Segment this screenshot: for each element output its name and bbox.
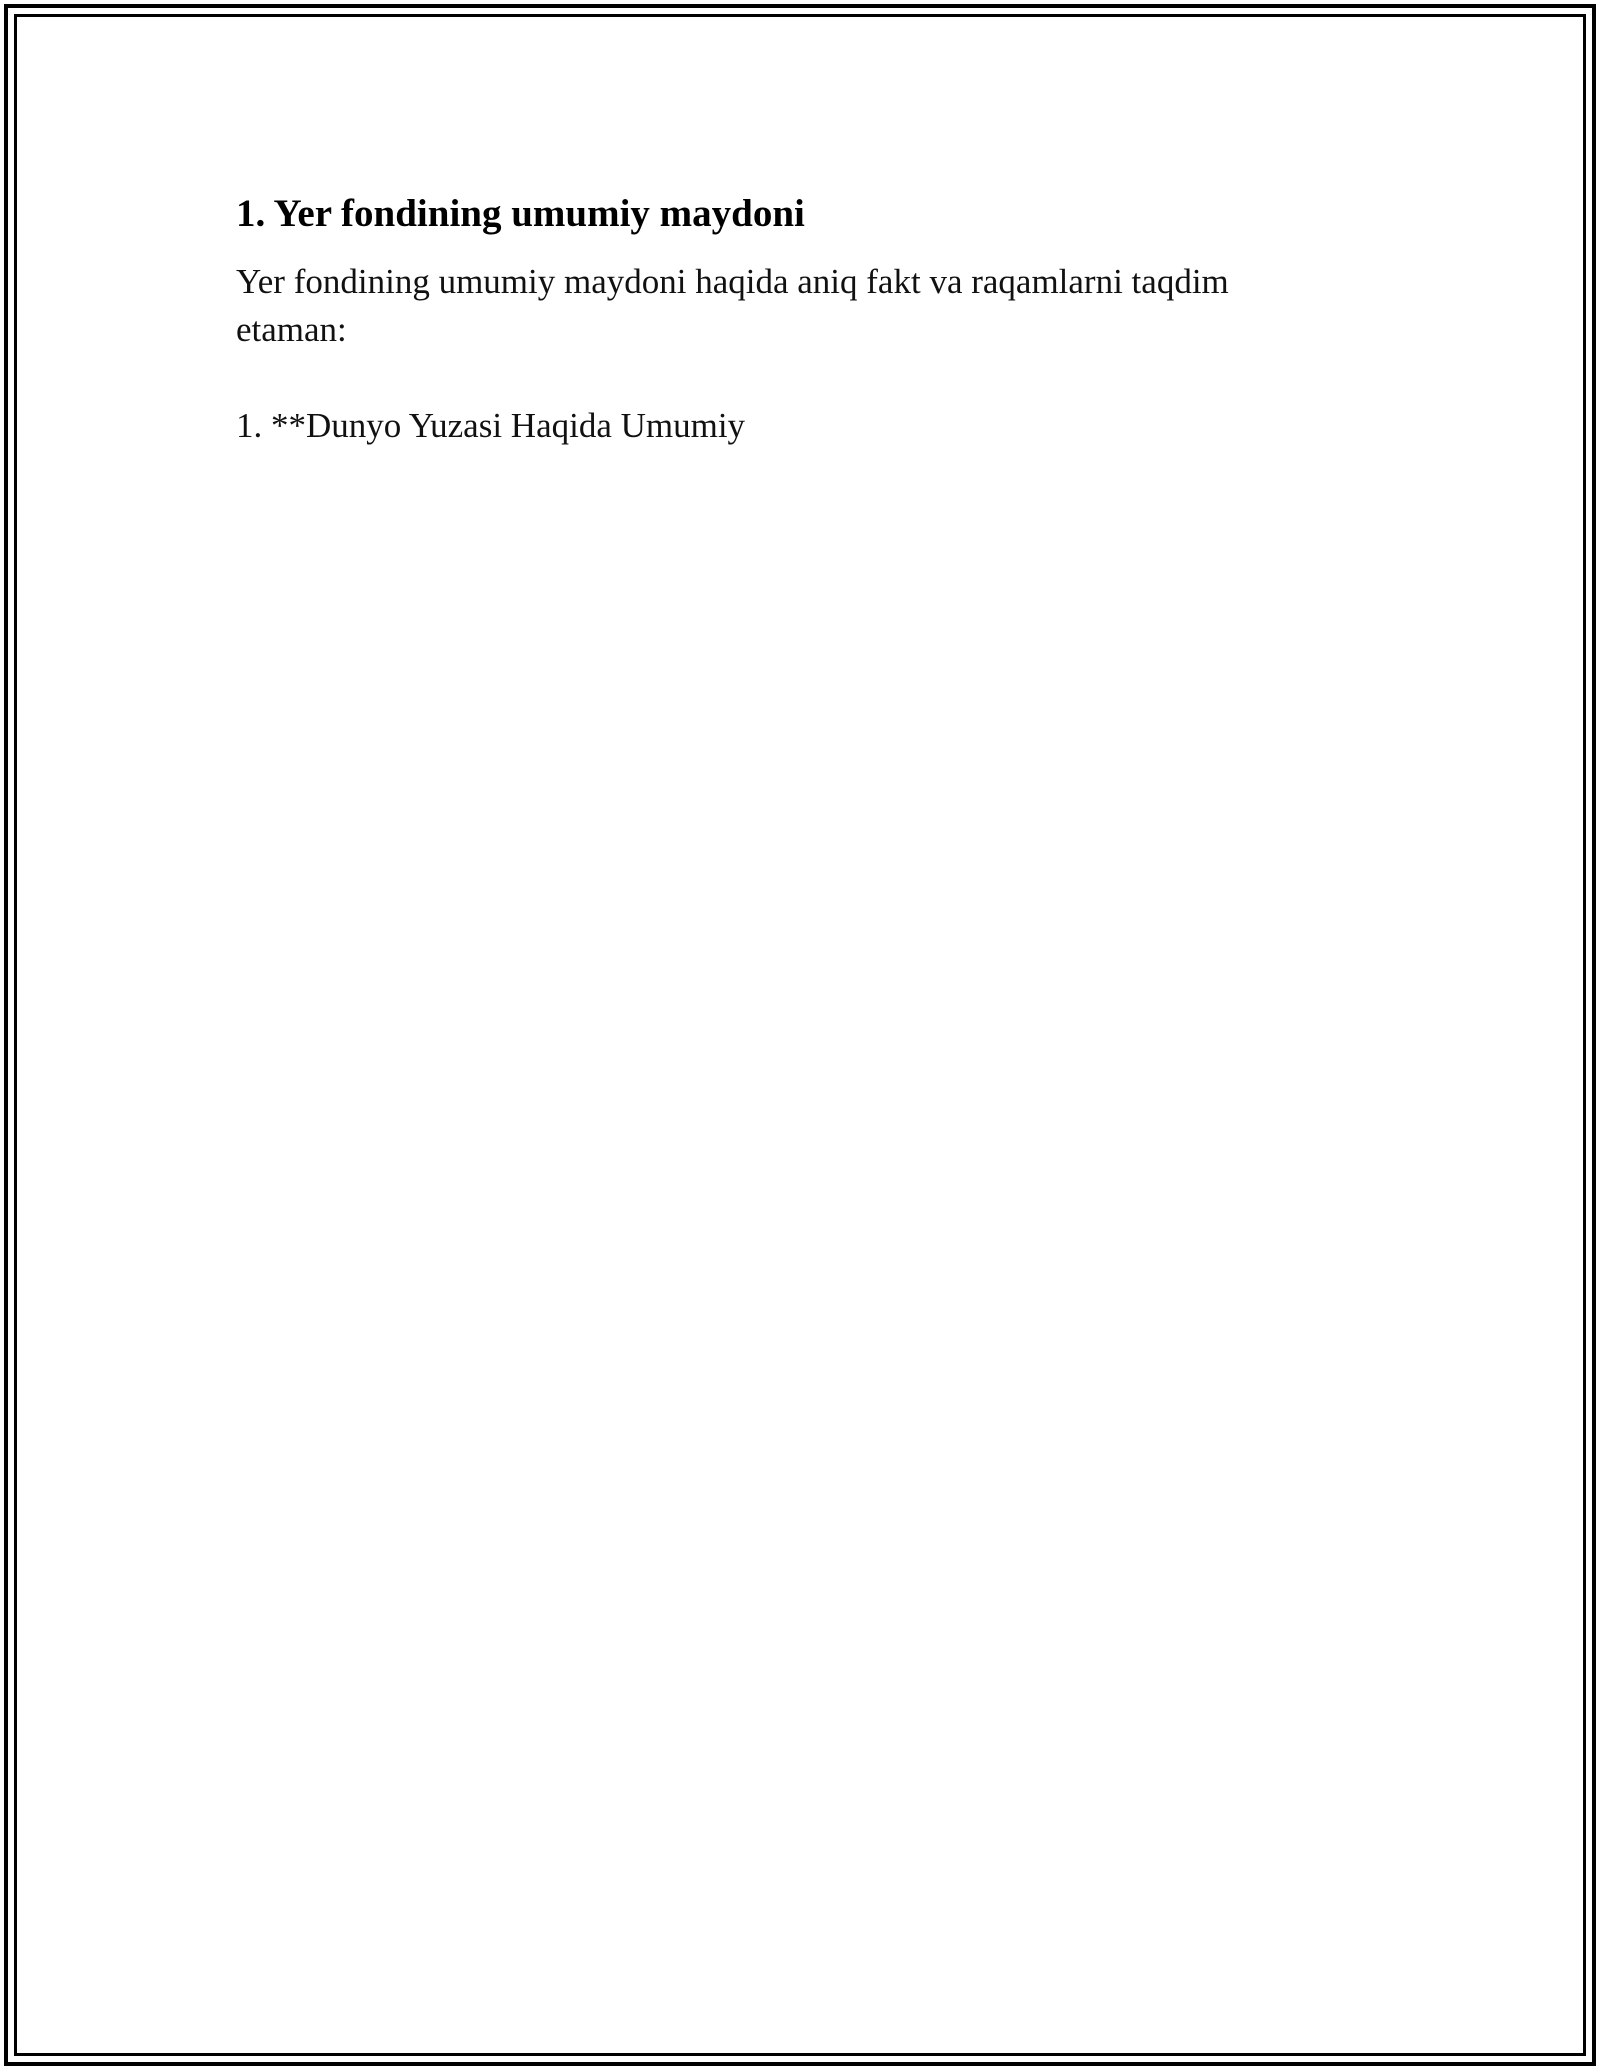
intro-paragraph: Yer fondining umumiy maydoni haqida aniq fakt va raqamlarni taqdim etaman:	[236, 262, 1229, 349]
document-body	[236, 186, 1366, 450]
section-heading: 1. Yer fondining umumiy maydoni	[236, 192, 805, 235]
list-item: 1. **Dunyo Yuzasi Haqida Umumiy	[236, 406, 746, 445]
